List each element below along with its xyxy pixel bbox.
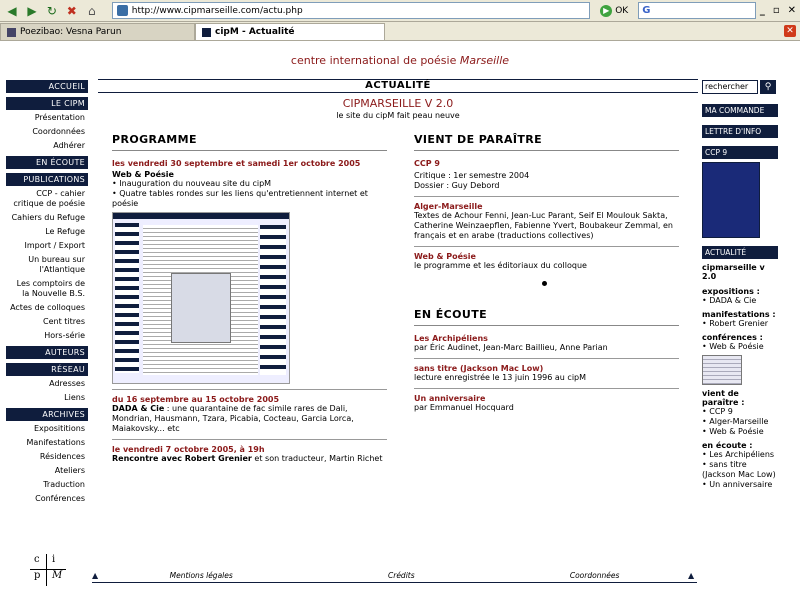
banner-subtitle: le site du cipM fait peau neuve xyxy=(336,111,460,120)
ccp-link[interactable]: CCP 9 xyxy=(702,146,778,159)
vient-column xyxy=(414,133,679,413)
item-title[interactable]: sans titre (Jackson Mac Low) xyxy=(414,364,544,373)
divider xyxy=(414,196,679,197)
nav-item[interactable]: Traduction xyxy=(43,480,85,489)
actualite-heading: ACTUALITÉ xyxy=(702,246,778,259)
conf-label: conférences : xyxy=(702,333,763,342)
ecoute-label: en écoute : xyxy=(702,441,753,450)
divider xyxy=(112,439,387,440)
event-date: le vendredi 7 octobre 2005, à 19h xyxy=(112,445,265,454)
minimize-icon[interactable]: _ xyxy=(759,5,765,16)
nav-item[interactable]: Un bureau sur l'Atlantique xyxy=(28,255,85,274)
nav-item[interactable]: Cahiers du Refuge xyxy=(11,213,85,222)
item-title[interactable]: Un anniversaire xyxy=(414,394,486,403)
browser-toolbar xyxy=(0,0,800,22)
maximize-icon[interactable]: ▫ xyxy=(772,5,780,16)
nav-item[interactable]: Conférences xyxy=(35,494,85,503)
ecoute-item[interactable]: • Un anniversaire xyxy=(702,480,773,489)
url-text[interactable]: http://www.cipmarseille.com/actu.php xyxy=(131,5,303,16)
expo-item[interactable]: • DADA & Cie xyxy=(702,296,757,305)
footer-coord-link[interactable]: Coordonnées xyxy=(569,571,620,580)
left-navigation xyxy=(6,80,88,505)
footer xyxy=(92,571,697,583)
nav-le-cipm[interactable]: LE CIPM xyxy=(6,97,88,110)
nav-publications[interactable]: PUBLICATIONS xyxy=(6,173,88,186)
scroll-up-icon[interactable]: ▲ xyxy=(688,571,695,580)
page-heading: ACTUALITÉ xyxy=(98,79,698,93)
nav-item[interactable]: Cent titres xyxy=(43,317,85,326)
actualite-title[interactable]: cipmarseille v 2.0 xyxy=(702,263,765,281)
vient-item[interactable]: • Web & Poésie xyxy=(702,427,764,436)
divider xyxy=(414,358,679,359)
ma-commande-link[interactable]: MA COMMANDE xyxy=(702,104,778,117)
vient-heading: VIENT DE PARAÎTRE xyxy=(414,133,679,151)
item-title[interactable]: Web & Poésie xyxy=(414,252,476,261)
search-box xyxy=(702,80,778,94)
back-icon[interactable]: ◀ xyxy=(7,3,17,18)
event-text: Rencontre avec Robert Grenier et son traducteur, Martin Richet xyxy=(112,454,383,463)
thumb-sidebar xyxy=(115,223,139,373)
ecoute-item[interactable]: • sans titre (Jackson Mac Low) xyxy=(702,460,776,479)
event-title[interactable]: Rencontre avec Robert Grenier xyxy=(112,454,252,463)
nav-item[interactable]: Import / Export xyxy=(24,241,85,250)
ecoute-item[interactable]: • Les Archipéliens xyxy=(702,450,775,459)
tab-favicon xyxy=(202,28,211,37)
right-sidebar xyxy=(702,80,778,490)
divider xyxy=(414,246,679,247)
thumb-image xyxy=(171,273,231,343)
tab-cipm-actualite[interactable]: cipM - Actualité xyxy=(195,23,385,40)
item-text: le programme et les éditoriaux du colloque xyxy=(414,261,587,270)
nav-item[interactable]: Liens xyxy=(64,393,85,402)
site-title: centre international de poésie Marseille xyxy=(290,54,510,67)
manif-item[interactable]: • Robert Grenier xyxy=(702,319,769,328)
event-title[interactable]: DADA & Cie xyxy=(112,404,165,413)
go-icon: ▶ xyxy=(600,5,612,17)
manif-label: manifestations : xyxy=(702,310,776,319)
vient-item[interactable]: • Alger-Marseille xyxy=(702,417,769,426)
forward-icon[interactable]: ▶ xyxy=(27,3,37,18)
programme-heading: PROGRAMME xyxy=(112,133,387,151)
item-title[interactable]: Les Archipéliens xyxy=(414,334,488,343)
refresh-icon[interactable]: ↻ xyxy=(46,3,57,18)
home-icon[interactable]: ⌂ xyxy=(87,3,96,18)
vient-label: vient de paraître : xyxy=(702,389,745,407)
item-text: par Éric Audinet, Jean-Marc Baillieu, Anne Parian xyxy=(414,343,608,352)
lettre-info-link[interactable]: LETTRE D'INFO xyxy=(702,125,778,138)
nav-reseau[interactable]: RÉSEAU xyxy=(6,363,88,376)
page-icon xyxy=(117,5,128,16)
expo-label: expositions : xyxy=(702,287,760,296)
tab-poezibao[interactable]: Poezibao: Vesna Parun xyxy=(0,23,195,40)
nav-accueil[interactable]: ACCUEIL xyxy=(6,80,88,93)
nav-item[interactable]: Présentation xyxy=(34,113,85,122)
divider xyxy=(112,389,387,390)
address-bar[interactable] xyxy=(112,2,590,19)
tab-favicon xyxy=(7,28,16,37)
nav-item[interactable]: Le Refuge xyxy=(45,227,85,236)
close-tab-icon[interactable]: ✕ xyxy=(784,25,796,37)
programme-column xyxy=(112,133,387,464)
nav-item[interactable]: CCP - cahier critique de poésie xyxy=(13,189,85,208)
footer-credits-link[interactable]: Crédits xyxy=(388,571,415,580)
thumb-bar xyxy=(113,213,289,219)
event-date: du 16 septembre au 15 octobre 2005 xyxy=(112,395,280,404)
conference-thumbnail[interactable] xyxy=(702,355,742,385)
nav-item[interactable]: Actes de colloques xyxy=(10,303,85,312)
ccp-cover-image[interactable] xyxy=(702,162,760,238)
nav-item[interactable]: Adhérer xyxy=(53,141,85,150)
nav-archives[interactable]: ARCHIVES xyxy=(6,408,88,421)
window-controls xyxy=(760,5,796,16)
event-title[interactable]: Web & Poésie xyxy=(112,170,174,179)
event-text: DADA & Cie : une quarantaine de fac simile rares de Dali, Mondrian, Hausmann, Tzara, Picabia, Cocteau, Garcia Lorca, Maiakovsky... etc xyxy=(112,404,354,433)
event-text: • Quatre tables rondes sur les liens qu'entretiennent internet et poésie xyxy=(112,189,368,208)
nav-item[interactable]: Exposititions xyxy=(33,424,85,433)
scroll-up-icon[interactable]: ▲ xyxy=(92,571,99,580)
banner-title: CIPMARSEILLE V 2.0 xyxy=(342,97,454,110)
nav-item[interactable]: Les comptoirs de la Nouvelle B.S. xyxy=(16,279,85,298)
footer-legal-link[interactable]: Mentions légales xyxy=(169,571,233,580)
item-text: Dossier : Guy Debord xyxy=(414,181,500,190)
item-title[interactable]: Alger-Marseille xyxy=(414,202,483,211)
item-text: Critique : 1er semestre 2004 xyxy=(414,171,530,180)
search-icon[interactable]: ⚲ xyxy=(760,80,776,94)
nav-item[interactable]: Manifestations xyxy=(26,438,85,447)
banner xyxy=(98,97,698,120)
item-text: par Emmanuel Hocquard xyxy=(414,403,514,412)
nav-item[interactable]: Ateliers xyxy=(54,466,85,475)
thumb-right xyxy=(260,225,286,375)
close-window-icon[interactable]: ✕ xyxy=(787,5,797,16)
vient-item[interactable]: • CCP 9 xyxy=(702,407,733,416)
search-input[interactable]: rechercher xyxy=(702,80,758,94)
stop-icon[interactable]: ✖ xyxy=(66,3,77,18)
item-text: Textes de Achour Fenni, Jean-Luc Parant, Seif El Moulouk Sakta, Catherine Weinzaepflen, Fabienne Yvert, Boubakeur Zemmal, en français et en arabe (traductions collectives) xyxy=(414,211,673,240)
website-screenshot-image[interactable] xyxy=(112,212,290,384)
tab-bar xyxy=(0,22,800,41)
nav-auteurs[interactable]: AUTEURS xyxy=(6,346,88,359)
nav-item[interactable]: Coordonnées xyxy=(32,127,85,136)
nav-item[interactable]: Hors-série xyxy=(44,331,85,340)
ecoute-heading: EN ÉCOUTE xyxy=(414,308,679,326)
google-search-field[interactable]: G xyxy=(638,2,756,19)
nav-item[interactable]: Adresses xyxy=(49,379,85,388)
item-text: lecture enregistrée le 13 juin 1996 au cipM xyxy=(414,373,587,382)
item-title[interactable]: CCP 9 xyxy=(414,159,440,168)
cipm-logo[interactable]: c i p M xyxy=(30,554,70,586)
event-date: les vendredi 30 septembre et samedi 1er octobre 2005 xyxy=(112,159,361,168)
conf-item[interactable]: • Web & Poésie xyxy=(702,342,764,351)
bullet-dot xyxy=(542,281,547,286)
go-button[interactable]: ▶ OK xyxy=(600,5,628,17)
divider xyxy=(414,388,679,389)
nav-en-ecoute[interactable]: EN ÉCOUTE xyxy=(6,156,88,169)
nav-item[interactable]: Résidences xyxy=(39,452,85,461)
event-text: • Inauguration du nouveau site du cipM xyxy=(112,179,272,188)
